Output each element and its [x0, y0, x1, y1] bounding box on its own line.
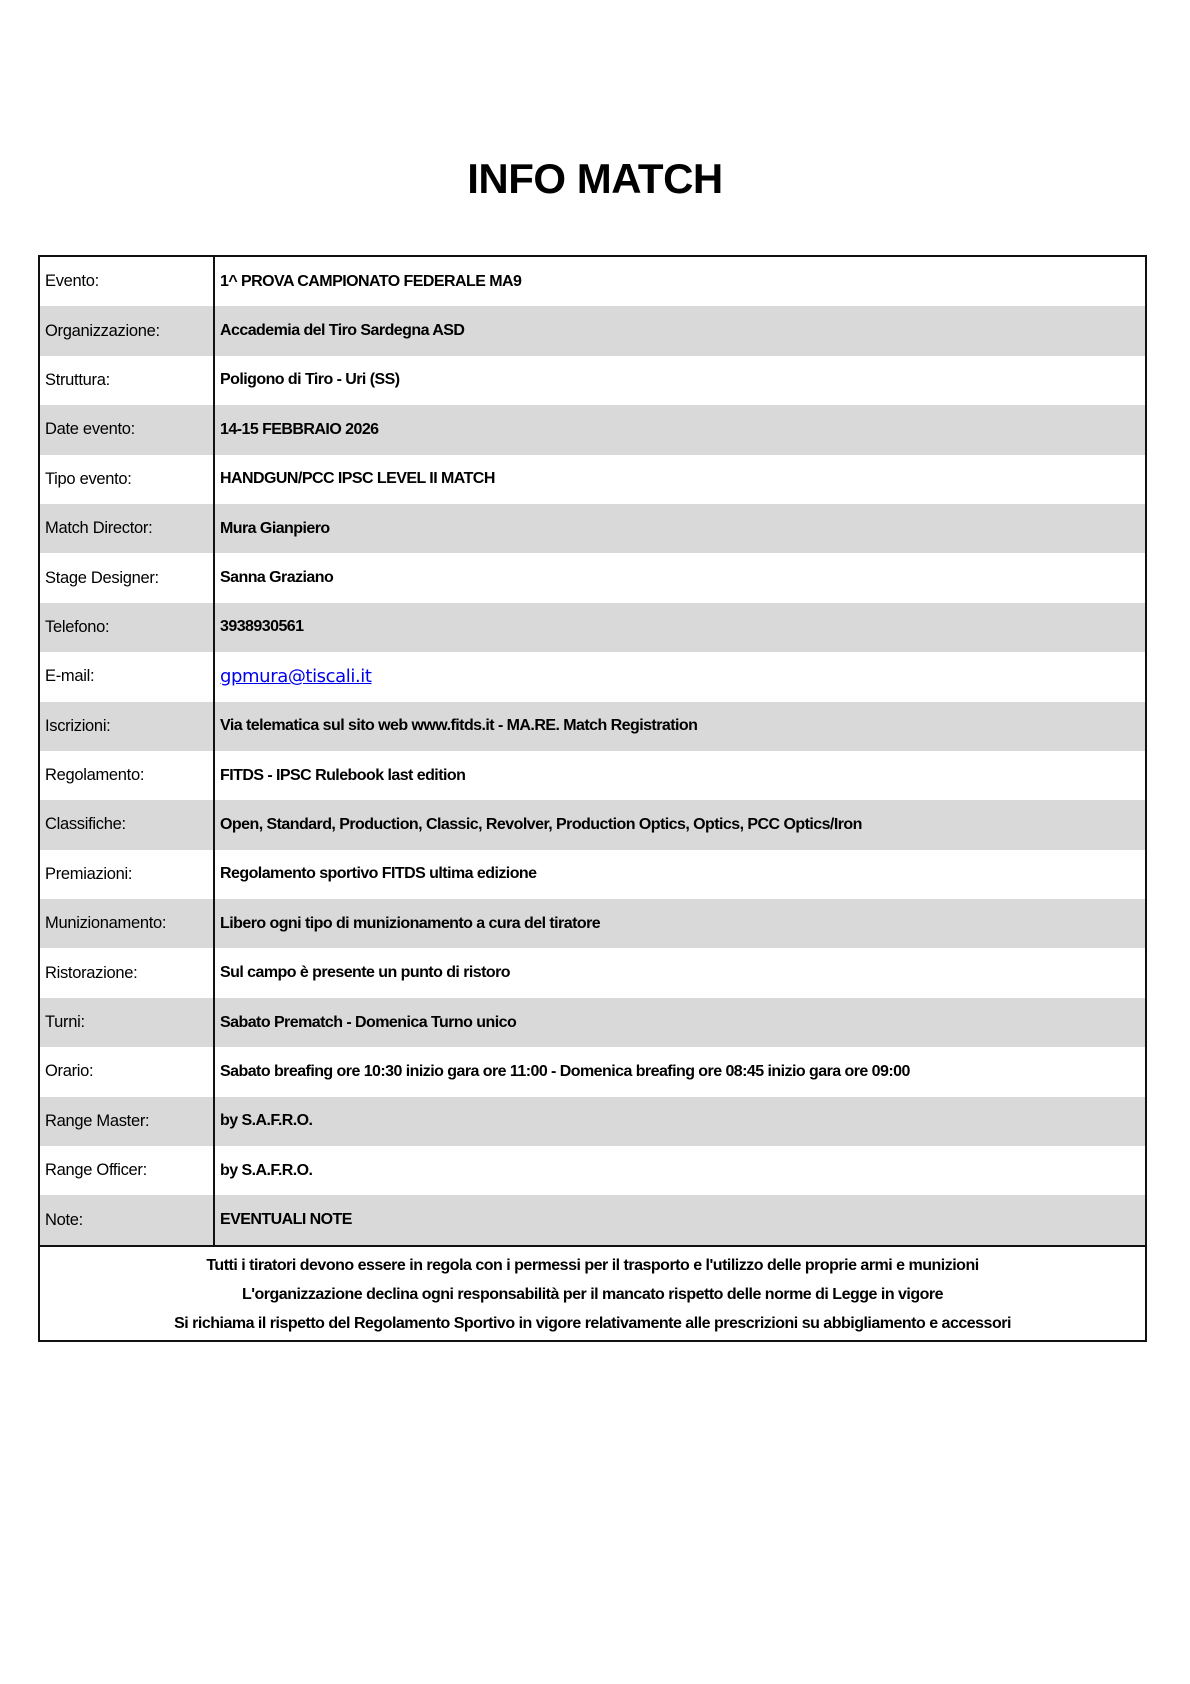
footer-line-disclaimer: L'organizzazione declina ogni responsabilità per il mancato rispetto delle norme di Legge in vigore — [241, 1285, 944, 1303]
row-iscrizioni — [40, 702, 1145, 751]
info-table — [38, 255, 1147, 1342]
value-range-master: by S.A.F.R.O. — [220, 1112, 313, 1130]
label-ristorazione: Ristorazione: — [40, 948, 215, 997]
value-note: EVENTUALI NOTE — [220, 1211, 352, 1229]
value-range-officer: by S.A.F.R.O. — [220, 1161, 313, 1179]
row-ristorazione — [40, 948, 1145, 997]
label-struttura: Struttura: — [40, 356, 215, 405]
label-organizzazione: Organizzazione: — [40, 306, 215, 355]
row-date-evento — [40, 405, 1145, 454]
row-stage-designer — [40, 553, 1145, 602]
value-ristorazione: Sul campo è presente un punto di ristoro — [220, 964, 511, 982]
value-evento: 1^ PROVA CAMPIONATO FEDERALE MA9 — [220, 272, 522, 290]
value-telefono: 3938930561 — [220, 618, 304, 636]
label-classifiche: Classifiche: — [40, 800, 215, 849]
row-range-master — [40, 1097, 1145, 1146]
value-tipo-evento: HANDGUN/PCC IPSC LEVEL II MATCH — [220, 470, 495, 488]
row-range-officer — [40, 1146, 1145, 1195]
row-turni — [40, 998, 1145, 1047]
row-note — [40, 1195, 1145, 1244]
label-turni: Turni: — [40, 998, 215, 1047]
label-iscrizioni: Iscrizioni: — [40, 702, 215, 751]
label-telefono: Telefono: — [40, 603, 215, 652]
value-stage-designer: Sanna Graziano — [220, 569, 334, 587]
row-struttura — [40, 356, 1145, 405]
value-iscrizioni: Via telematica sul sito web www.fitds.it - MA.RE. Match Registration — [220, 717, 698, 735]
row-regolamento — [40, 751, 1145, 800]
label-note: Note: — [40, 1195, 215, 1244]
value-email — [215, 652, 1145, 701]
row-munizionamento — [40, 899, 1145, 948]
value-match-director: Mura Gianpiero — [220, 519, 330, 537]
footer-line-dress-code: Si richiama il rispetto del Regolamento Sportivo in vigore relativamente alle prescrizioni su abbigliamento e accessori — [174, 1314, 1011, 1332]
label-email: E-mail: — [40, 652, 215, 701]
row-tipo-evento — [40, 455, 1145, 504]
value-date-evento: 14-15 FEBBRAIO 2026 — [220, 420, 379, 438]
label-evento: Evento: — [40, 257, 215, 306]
value-munizionamento: Libero ogni tipo di munizionamento a cura del tiratore — [220, 914, 601, 932]
label-regolamento: Regolamento: — [40, 751, 215, 800]
value-struttura: Poligono di Tiro - Uri (SS) — [220, 371, 400, 389]
footer-notes — [40, 1245, 1145, 1340]
value-orario: Sabato breafing ore 10:30 inizio gara ore 11:00 - Domenica breafing ore 08:45 inizio gara ore 09:00 — [220, 1062, 910, 1080]
value-turni: Sabato Prematch - Domenica Turno unico — [220, 1013, 517, 1031]
row-telefono — [40, 603, 1145, 652]
label-range-master: Range Master: — [40, 1097, 215, 1146]
page-title: INFO MATCH — [467, 155, 723, 202]
row-email — [40, 652, 1145, 701]
row-classifiche — [40, 800, 1145, 849]
value-classifiche: Open, Standard, Production, Classic, Revolver, Production Optics, Optics, PCC Optics/Iron — [220, 815, 862, 833]
label-range-officer: Range Officer: — [40, 1146, 215, 1195]
footer-line-permits: Tutti i tiratori devono essere in regola con i permessi per il trasporto e l'utilizzo delle proprie armi e munizioni — [206, 1256, 979, 1274]
row-match-director — [40, 504, 1145, 553]
row-evento — [40, 257, 1145, 306]
label-match-director: Match Director: — [40, 504, 215, 553]
label-stage-designer: Stage Designer: — [40, 553, 215, 602]
row-orario — [40, 1047, 1145, 1096]
label-date-evento: Date evento: — [40, 405, 215, 454]
value-premiazioni: Regolamento sportivo FITDS ultima edizione — [220, 865, 537, 883]
value-regolamento: FITDS - IPSC Rulebook last edition — [220, 766, 466, 784]
email-link[interactable]: gpmura@tiscali.it — [220, 666, 372, 688]
row-organizzazione — [40, 306, 1145, 355]
label-munizionamento: Munizionamento: — [40, 899, 215, 948]
label-tipo-evento: Tipo evento: — [40, 455, 215, 504]
label-premiazioni: Premiazioni: — [40, 850, 215, 899]
label-orario: Orario: — [40, 1047, 215, 1096]
row-premiazioni — [40, 850, 1145, 899]
value-organizzazione: Accademia del Tiro Sardegna ASD — [220, 322, 465, 340]
